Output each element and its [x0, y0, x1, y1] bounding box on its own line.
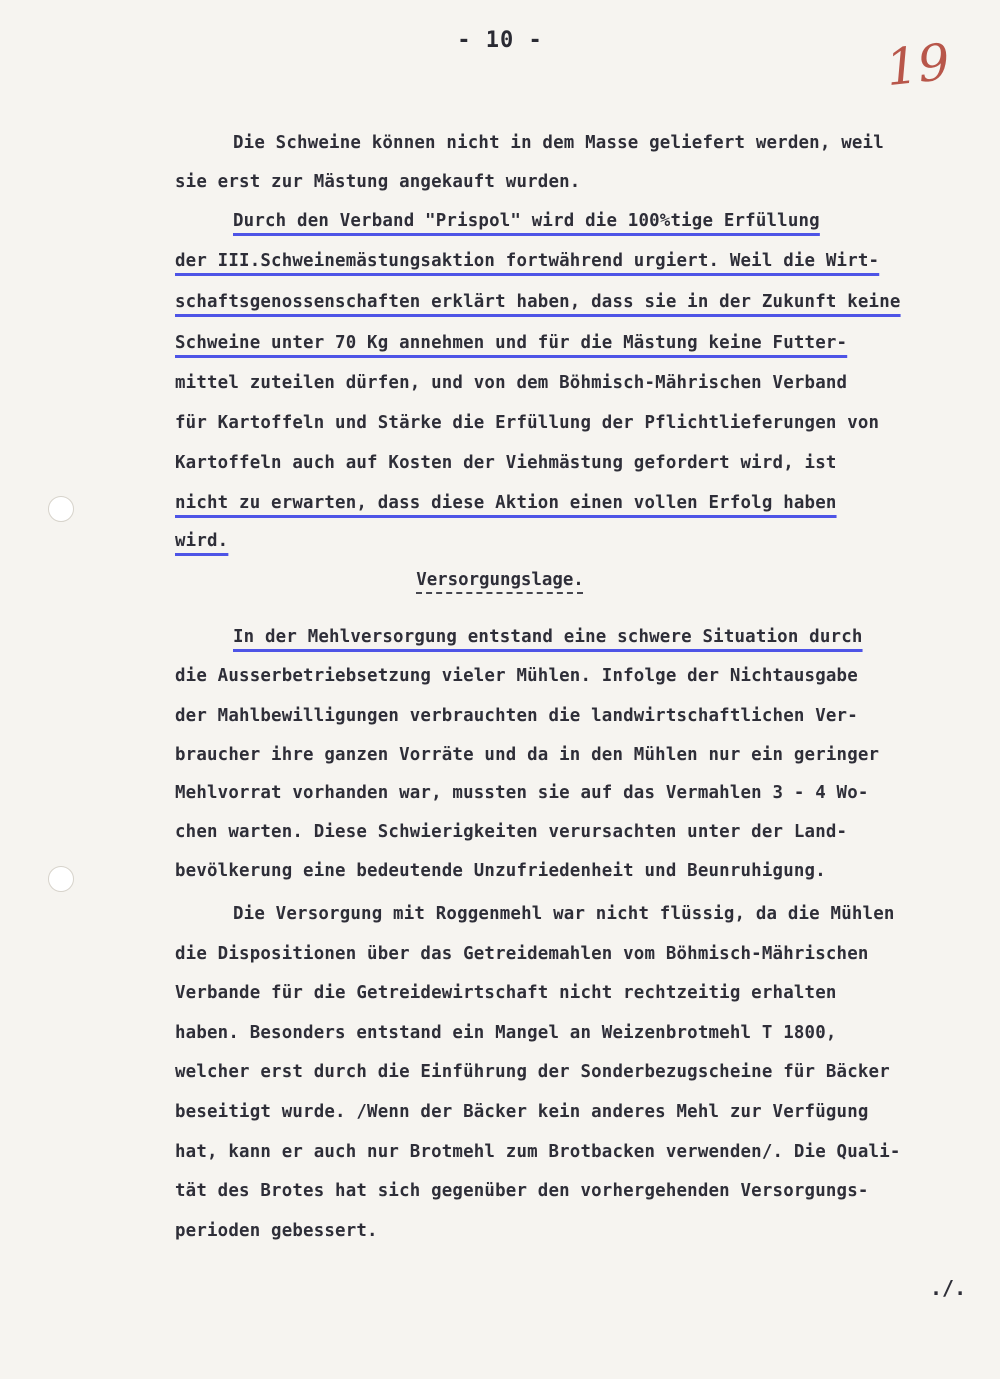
text-line: bevölkerung eine bedeutende Unzufriedenheit und Beunruhigung. [175, 861, 826, 881]
text-line: welcher erst durch die Einführung der Sonderbezugscheine für Bäcker [175, 1062, 890, 1082]
underlined-text-line: der III.Schweinemästungsaktion fortwährend urgiert. Weil die Wirt- [175, 251, 880, 271]
text-line: chen warten. Diese Schwierigkeiten verursachten unter der Land- [175, 822, 848, 842]
text-line: Die Schweine können nicht in dem Masse geliefert werden, weil [233, 133, 884, 153]
text-line: mittel zuteilen dürfen, und von dem Böhmisch-Mährischen Verband [175, 373, 848, 393]
text-line: Mehlvorrat vorhanden war, mussten sie auf das Vermahlen 3 - 4 Wo- [175, 783, 869, 803]
page-number: - 10 - [457, 28, 543, 53]
section-heading: Versorgungslage. [416, 570, 584, 590]
text-line: sie erst zur Mästung angekauft wurden. [175, 172, 581, 192]
underlined-text-line: schaftsgenossenschaften erklärt haben, dass sie in der Zukunft keine [175, 292, 901, 312]
text-line: Verbande für die Getreidewirtschaft nicht rechtzeitig erhalten [175, 983, 837, 1003]
text-line: tät des Brotes hat sich gegenüber den vorhergehenden Versorgungs- [175, 1181, 869, 1201]
text-line: Kartoffeln auch auf Kosten der Viehmästung gefordert wird, ist [175, 453, 837, 473]
punch-hole [48, 496, 74, 522]
text-line: die Ausserbetriebsetzung vieler Mühlen. Infolge der Nichtausgabe [175, 666, 858, 686]
punch-hole [48, 866, 74, 892]
underlined-text-line: In der Mehlversorgung entstand eine schwere Situation durch [233, 627, 863, 647]
handwritten-folio-number: 19 [883, 32, 953, 98]
text-line: beseitigt wurde. /Wenn der Bäcker kein anderes Mehl zur Verfügung [175, 1102, 869, 1122]
text-line: haben. Besonders entstand ein Mangel an Weizenbrotmehl T 1800, [175, 1023, 837, 1043]
text-line: für Kartoffeln und Stärke die Erfüllung der Pflichtlieferungen von [175, 413, 880, 433]
text-line: perioden gebessert. [175, 1221, 378, 1241]
text-line: die Dispositionen über das Getreidemahlen vom Böhmisch-Mährischen [175, 944, 869, 964]
text-line: braucher ihre ganzen Vorräte und da in den Mühlen nur ein geringer [175, 745, 880, 765]
text-line: der Mahlbewilligungen verbrauchten die landwirtschaftlichen Ver- [175, 706, 858, 726]
underlined-text-line: Schweine unter 70 Kg annehmen und für die Mästung keine Futter- [175, 333, 848, 353]
underlined-text-line: Durch den Verband "Prispol" wird die 100%tige Erfüllung [233, 211, 820, 231]
text-line: hat, kann er auch nur Brotmehl zum Brotbacken verwenden/. Die Quali- [175, 1142, 901, 1162]
underlined-text-line: nicht zu erwarten, dass diese Aktion einen vollen Erfolg haben [175, 493, 837, 513]
continuation-mark: ./. [930, 1276, 967, 1300]
text-line: Die Versorgung mit Roggenmehl war nicht flüssig, da die Mühlen [233, 904, 895, 924]
underlined-text-line: wird. [175, 531, 229, 551]
